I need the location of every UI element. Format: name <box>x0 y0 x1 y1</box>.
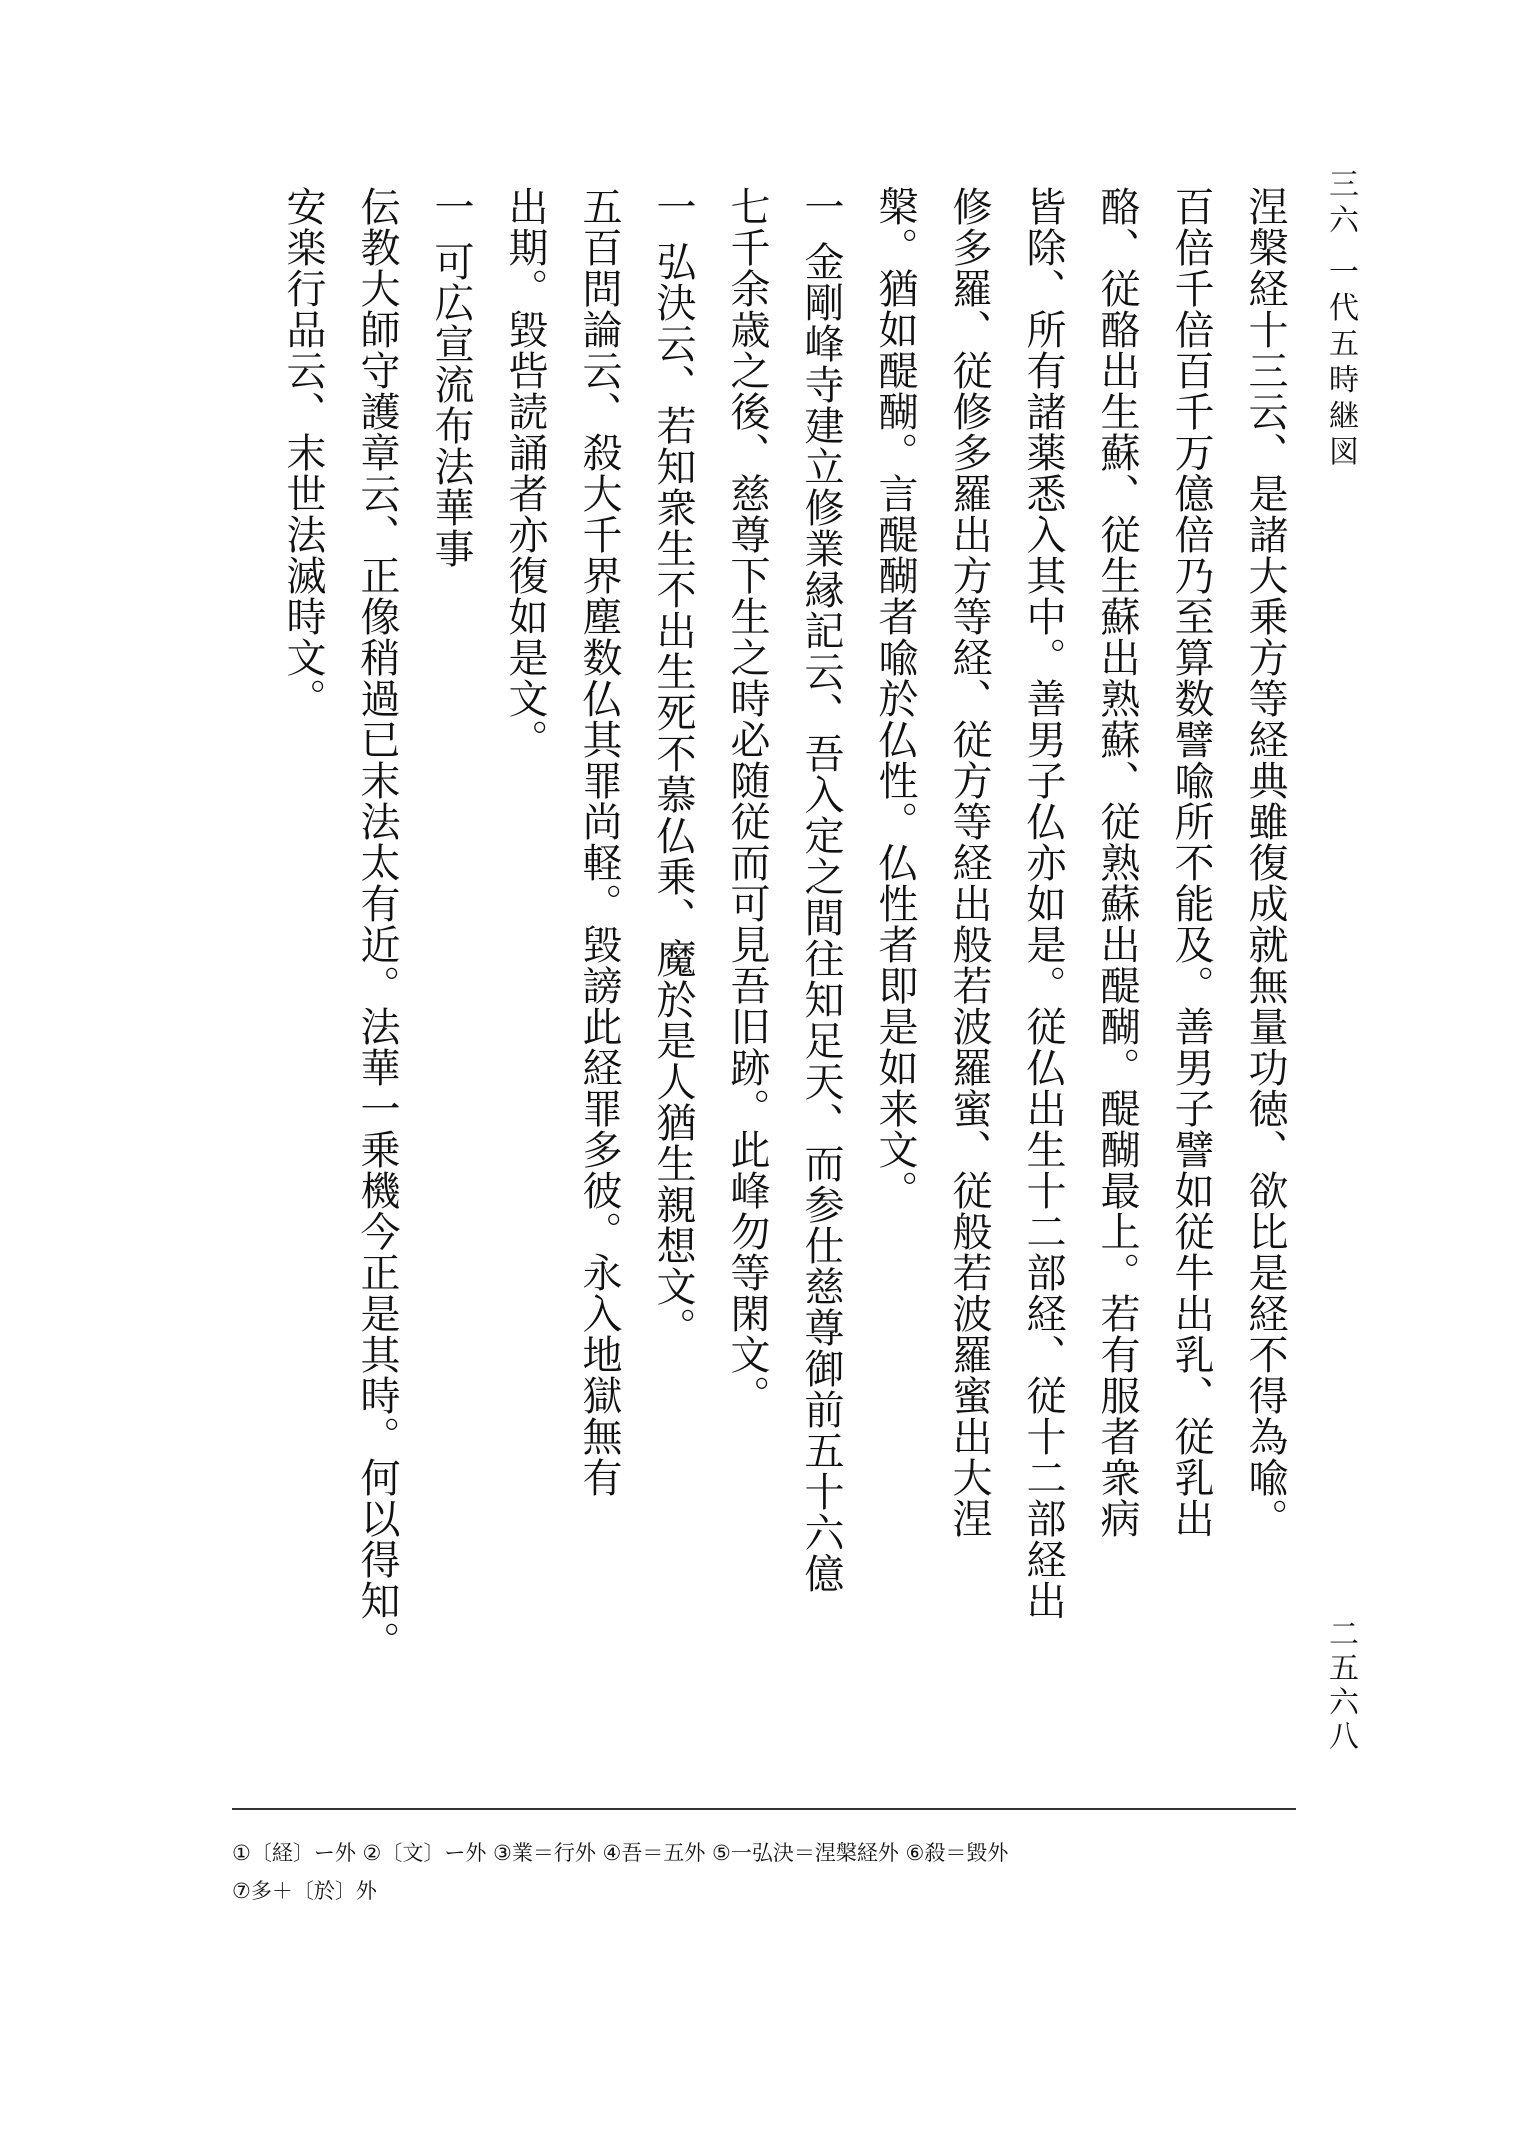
text-line: 一 金剛峰寺建立修業縁記云、吾入定之間往知足天、而参仕慈尊御前五十六億 <box>798 186 844 1594</box>
text-line: 一 弘決云、若知衆生不出生死不慕仏乗、魔於是人猶生親想文。 <box>650 186 696 1348</box>
page-number: 二五六八 <box>1323 1618 1358 1754</box>
footnote-line: ①〔経〕ー外 ②〔文〕ー外 ③業＝行外 ④吾＝五外 ⑤一弘決＝涅槃経外 ⑥殺＝毀外 <box>232 1841 1009 1865</box>
footnote-line: ⑦多＋〔於〕外 <box>232 1879 377 1903</box>
text-line: 酪、従酪出生蘇、従生蘇出熟蘇、従熟蘇出醍醐。醍醐最上。若有服者衆病 <box>1094 186 1140 1539</box>
text-line: 皆除、所有諸薬悉入其中。善男子仏亦如是。従仏出生十二部経、従十二部経出 <box>1020 186 1066 1621</box>
page-title: 三六 一代五時継図 <box>1323 168 1358 472</box>
text-line: 五百問論云、殺大千界塵数仏其罪尚軽。毀謗此経罪多彼。永入地獄無有 <box>576 186 622 1498</box>
text-line: 一 可広宣流布法華事 <box>428 186 474 569</box>
text-line: 槃。猶如醍醐。言醍醐者喩於仏性。仏性者即是如来文。 <box>872 186 918 1211</box>
footnotes <box>232 1834 1296 1910</box>
text-line: 七千余歳之後、慈尊下生之時必随従而可見吾旧跡。此峰勿等閑文。 <box>724 186 770 1416</box>
text-line: 出期。毀呰読誦者亦復如是文。 <box>502 186 548 760</box>
text-line: 安楽行品云、末世法滅時文。 <box>280 186 326 719</box>
text-line: 修多羅、従修多羅出方等経、従方等経出般若波羅蜜、従般若波羅蜜出大涅 <box>946 186 992 1539</box>
main-text-block <box>232 186 1302 1766</box>
text-line: 百倍千倍百千万億倍乃至算数譬喩所不能及。善男子譬如従牛出乳、従乳出 <box>1168 186 1214 1539</box>
footnote-divider <box>232 1808 1296 1810</box>
text-line: 涅槃経十三云、是諸大乗方等経典雖復成就無量功徳、欲比是経不得為喩。 <box>1242 186 1288 1539</box>
text-line: 伝教大師守護章云、正像稍過已末法太有近。法華一乗機今正是其時。何以得知。 <box>354 186 400 1662</box>
